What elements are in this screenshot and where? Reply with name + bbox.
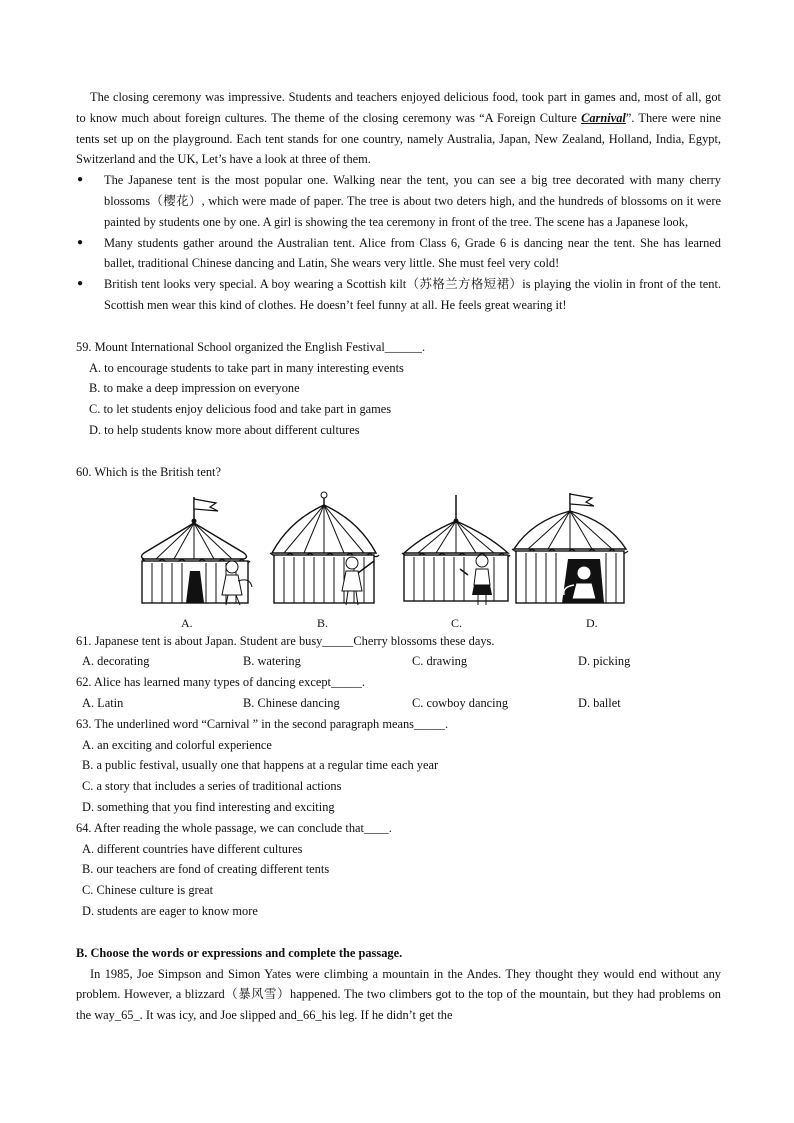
q61-option-d: D. picking	[578, 654, 631, 669]
intro-paragraph	[76, 87, 721, 170]
q63-option-c: C. a story that includes a series of traditional actions	[82, 779, 342, 794]
tent-d-image	[510, 491, 635, 611]
content	[76, 87, 721, 1026]
bullet-text: Many students gather around the Australian tent. Alice from Class 6, Grade 6 is dancing near the tent. She has learned ballet, traditional Chinese dancing and Latin, She wears very little. She must feel very cold!	[104, 235, 721, 271]
tent-pictures	[134, 491, 634, 631]
q59-option-b: B. to make a deep impression on everyone	[89, 381, 300, 396]
question-59: 59. Mount International School organized the English Festival______.	[76, 339, 426, 354]
q59-option-d: D. to help students know more about different cultures	[89, 422, 360, 437]
bullet-text: British tent looks very special. A boy wearing a Scottish kilt（苏格兰方格短裙）is playing the violin in front of the tent. Scottish men wear this kind of clothes. He doesn’t feel funny at all. He feels great wearing it!	[104, 277, 721, 312]
bullet-dot: ●	[77, 236, 84, 248]
q62-options	[76, 693, 721, 714]
intro-text-b: ”. There were nine tents set up on the playground. Each tent stands for one country, namely Australia, Japan, New Zealand, Holland, India, Egypt, Switzerland and the UK, Let’s have a look at three of them.	[76, 110, 721, 167]
q63-option-b: B. a public festival, usually one that happens at a regular time each year	[82, 758, 439, 773]
q63-option-d: D. something that you find interesting and exciting	[82, 799, 335, 814]
q59-option-c: C. to let students enjoy delicious food and take part in games	[89, 402, 392, 417]
tent-b-image	[264, 491, 389, 611]
q64-option-c: C. Chinese culture is great	[82, 883, 214, 898]
tent-label-c: C.	[451, 615, 463, 630]
tent-label-b: B.	[317, 615, 329, 630]
section-b-heading: B. Choose the words or expressions and complete the passage.	[76, 945, 403, 960]
q62-option-a: A. Latin	[82, 695, 124, 710]
question-64: 64. After reading the whole passage, we can conclude that____.	[76, 820, 392, 835]
q62-option-b: B. Chinese dancing	[243, 695, 340, 710]
tent-label-d: D.	[586, 615, 598, 630]
bullet-british	[76, 274, 721, 316]
q61-option-a: A. decorating	[82, 654, 150, 669]
q63-option-a: A. an exciting and colorful experience	[82, 737, 272, 752]
bullet-dot: ●	[77, 278, 84, 290]
carnival-word: Carnival	[581, 110, 626, 125]
intro-text-a: The closing ceremony was impressive. Students and teachers enjoyed delicious food, took part in games and, most of all, got to know much about foreign cultures. The theme of the closing ceremony was “A Foreign Culture	[76, 90, 721, 125]
q61-option-b: B. watering	[243, 654, 301, 669]
bullet-japanese	[76, 170, 721, 232]
q62-option-d: D. ballet	[578, 695, 621, 710]
q61-option-c: C. drawing	[412, 654, 468, 669]
q64-option-b: B. our teachers are fond of creating different tents	[82, 862, 330, 877]
tent-c-image	[398, 491, 523, 611]
tent-a-image	[134, 491, 259, 611]
question-63: 63. The underlined word “Carnival ” in the second paragraph means_____.	[76, 716, 449, 731]
q64-option-d: D. students are eager to know more	[82, 903, 258, 918]
question-61: 61. Japanese tent is about Japan. Student are busy_____Cherry blossoms these days.	[76, 633, 495, 648]
q59-option-a: A. to encourage students to take part in many interesting events	[89, 360, 404, 375]
tent-label-a: A.	[181, 615, 193, 630]
q64-option-a: A. different countries have different cultures	[82, 841, 303, 856]
bullet-australian	[76, 233, 721, 275]
question-60: 60. Which is the British tent?	[76, 464, 221, 479]
q61-options	[76, 651, 721, 672]
bullet-dot: ●	[77, 174, 84, 186]
section-b-passage: In 1985, Joe Simpson and Simon Yates were climbing a mountain in the Andes. They thought they would end without any problem. However, a blizzard（暴风雪）happened. The two climbers got to the top of the mountain, but they had problems on the way_65_. It was icy, and Joe slipped and_66_his leg. If he didn’t get the	[76, 966, 721, 1023]
question-62: 62. Alice has learned many types of dancing except_____.	[76, 675, 366, 690]
bullet-text: The Japanese tent is the most popular one. Walking near the tent, you can see a big tree decorated with many cherry blossoms（樱花）, which were made of paper. The tree is about two deters high, and the hundreds of blossoms on it were painted by students one by one. A girl is showing the tea ceremony in front of the tree. The scene has a Japanese look,	[104, 173, 721, 229]
q62-option-c: C. cowboy dancing	[412, 695, 509, 710]
